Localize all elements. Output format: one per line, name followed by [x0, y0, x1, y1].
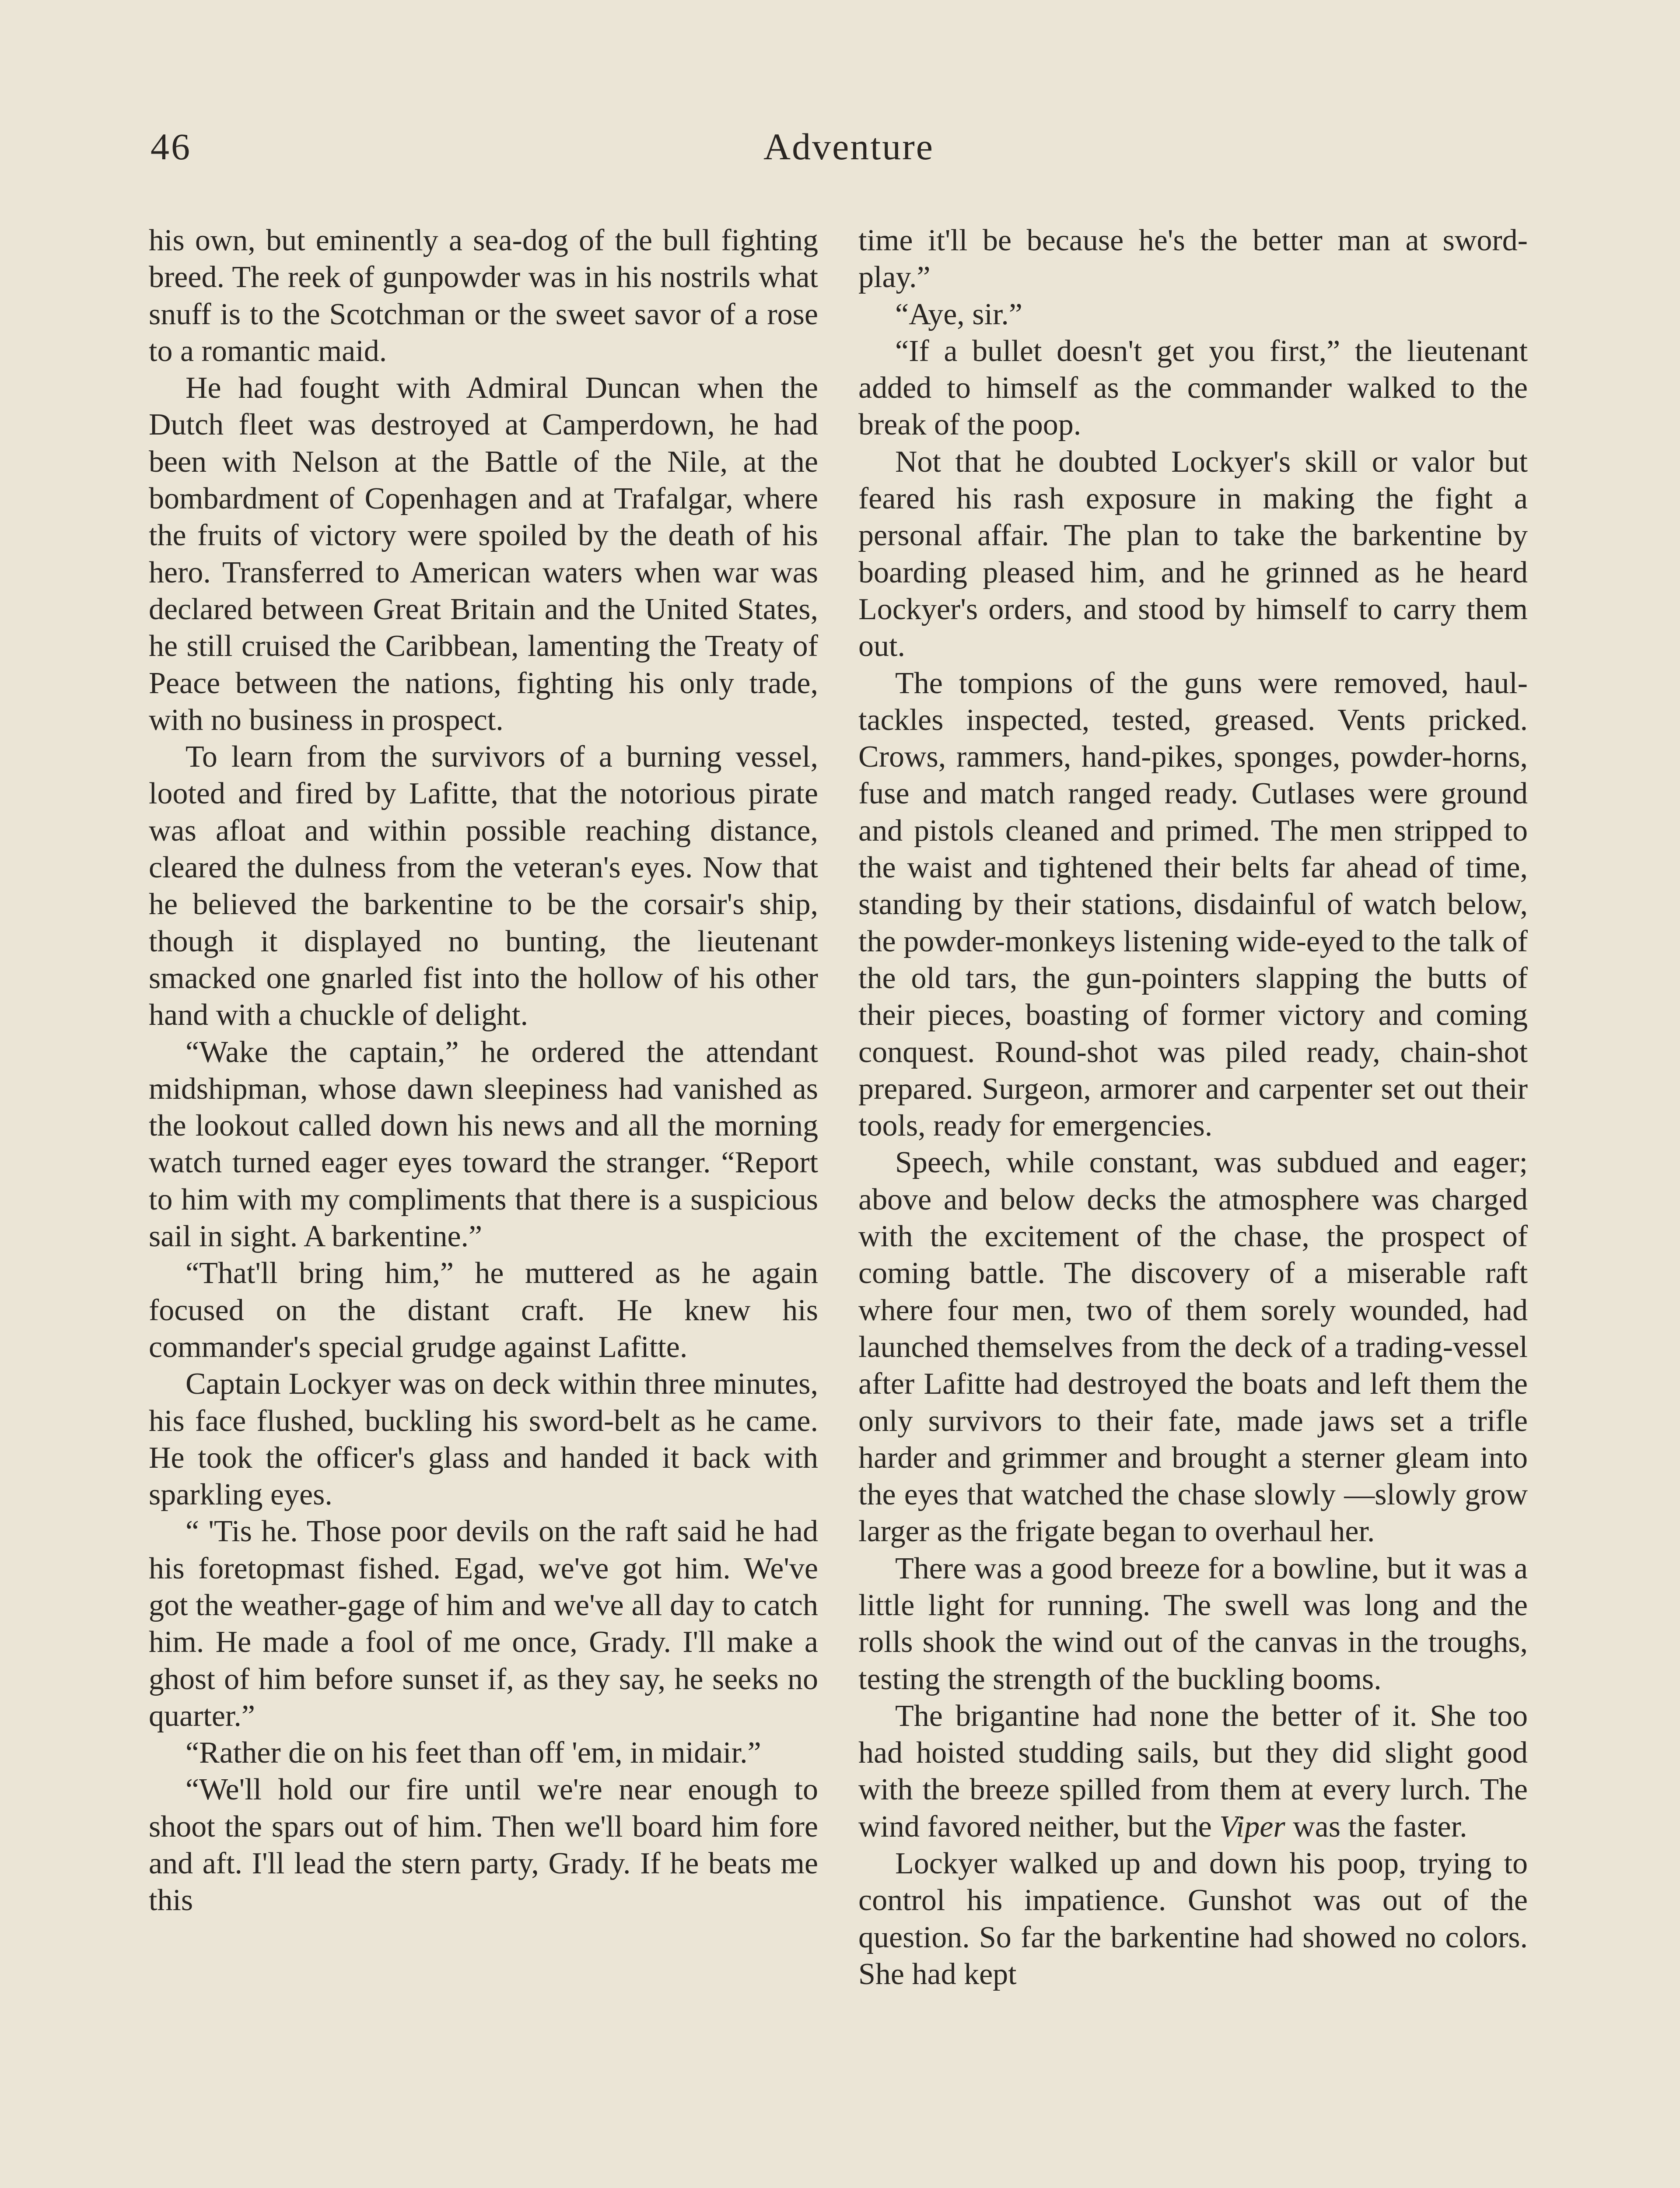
paragraph: There was a good breeze for a bowline, but it was a little light for running. The swell was long and the rolls shook the wind out of the canvas in the troughs, testing the strength of the buckling booms.	[858, 1551, 1528, 1696]
paragraph: “Wake the captain,” he ordered the attendant midshipman, whose dawn sleepiness had vanished as the lookout called down his news and all the morning watch turned eager eyes toward the stranger. “Report to him with my compliments that there is a suspicious sail in sight. A barkentine.”	[149, 1035, 818, 1254]
paragraph: “That'll bring him,” he muttered as he again focused on the distant craft. He knew his commander's special grudge against Lafitte.	[149, 1256, 818, 1364]
paragraph: Lockyer walked up and down his poop, trying to control his impatience. Gunshot was out of the question. So far the barkentine had showed no colors. She had kept	[858, 1847, 1528, 1991]
ship-name-italic: Viper	[1219, 1809, 1285, 1844]
paragraph: “ 'Tis he. Those poor devils on the raft said he had his foretopmast fished. Egad, we've got him. We've got the weather-gage of him and we've all day to catch him. He made a fool of me once, Grady. I'll make a ghost of him before sunset if, as they say, he seeks no quarter.”	[149, 1515, 818, 1733]
paragraph: Captain Lockyer was on deck within three minutes, his face flushed, buckling his sword-belt as he came. He took the officer's glass and handed it back with sparkling eyes.	[149, 1367, 818, 1512]
paragraph: “Aye, sir.”	[895, 297, 1022, 331]
left-column	[149, 222, 818, 1919]
text-run: The brigantine had none the better of it. She too had hoisted studding sails, but they did slight good with the breeze spilled from them at every lurch. The wind favored neither, but the	[858, 1699, 1528, 1844]
paragraph: his own, but eminently a sea-dog of the bull fighting breed. The reek of gunpowder was in his nostrils what snuff is to the Scotchman or the sweet savor of a rose to a romantic maid.	[149, 224, 818, 368]
paragraph: Speech, while constant, was subdued and eager; above and below decks the atmosphere was charged with the excitement of the chase, the prospect of coming battle. The discovery of a miserable raft where four men, two of them sorely wounded, had launched themselves from the deck of a trading-vessel after Lafitte had destroyed the boats and left them the only survivors to their fate, made jaws set a trifle harder and grimmer and brought a sterner gleam into the eyes that watched the chase slowly —slowly grow larger as the frigate began to overhaul her.	[858, 1146, 1528, 1549]
paragraph: He had fought with Admiral Duncan when the Dutch fleet was destroyed at Camperdown, he had been with Nelson at the Battle of the Nile, at the bombardment of Copenhagen and at Trafalgar, where the fruits of victory were spoiled by the death of his hero. Transferred to American waters when war was declared between Great Britain and the United States, he still cruised the Caribbean, lamenting the Treaty of Peace between the nations, fighting his only trade, with no business in prospect.	[149, 371, 818, 737]
paragraph: The tompions of the guns were removed, haul-tackles inspected, tested, greased. Vents pricked. Crows, rammers, hand-pikes, sponges, powder-horns, fuse and match ranged ready. Cutlases were ground and pistols cleaned and primed. The men stripped to the waist and tightened their belts far ahead of time, standing by their stations, disdainful of watch below, the powder-monkeys listening wide-eyed to the talk of the old tars, the gun-pointers slapping the butts of their pieces, boasting of former victory and coming conquest. Round-shot was piled ready, chain-shot prepared. Surgeon, armorer and carpenter set out their tools, ready for emergencies.	[858, 666, 1528, 1143]
paragraph: Not that he doubted Lockyer's skill or valor but feared his rash exposure in making the fight a personal affair. The plan to take the barkentine by boarding pleased him, and he grinned as he heard Lockyer's orders, and stood by himself to carry them out.	[858, 445, 1528, 663]
paragraph	[858, 1698, 1528, 1845]
right-column	[858, 222, 1528, 1993]
paragraph: “We'll hold our fire until we're near enough to shoot the spars out of him. Then we'll board him fore and aft. I'll lead the stern party, Grady. If he beats me this	[149, 1773, 818, 1918]
paragraph: “Rather die on his feet than off 'em, in midair.”	[186, 1736, 761, 1770]
page-number: 46	[150, 126, 192, 168]
paragraph: “If a bullet doesn't get you first,” the lieutenant added to himself as the commander walked to the break of the poop.	[858, 334, 1528, 442]
paragraph: time it'll be because he's the better man at sword-play.”	[858, 224, 1528, 295]
paragraph: To learn from the survivors of a burning vessel, looted and fired by Lafitte, that the notorious pirate was afloat and within possible reaching distance, cleared the dulness from the veteran's eyes. Now that he believed the barkentine to be the corsair's ship, though it displayed no bunting, the lieutenant smacked one gnarled fist into the hollow of his other hand with a chuckle of delight.	[149, 740, 818, 1032]
text-run: was the faster.	[1285, 1809, 1467, 1844]
running-title: Adventure	[763, 126, 934, 168]
